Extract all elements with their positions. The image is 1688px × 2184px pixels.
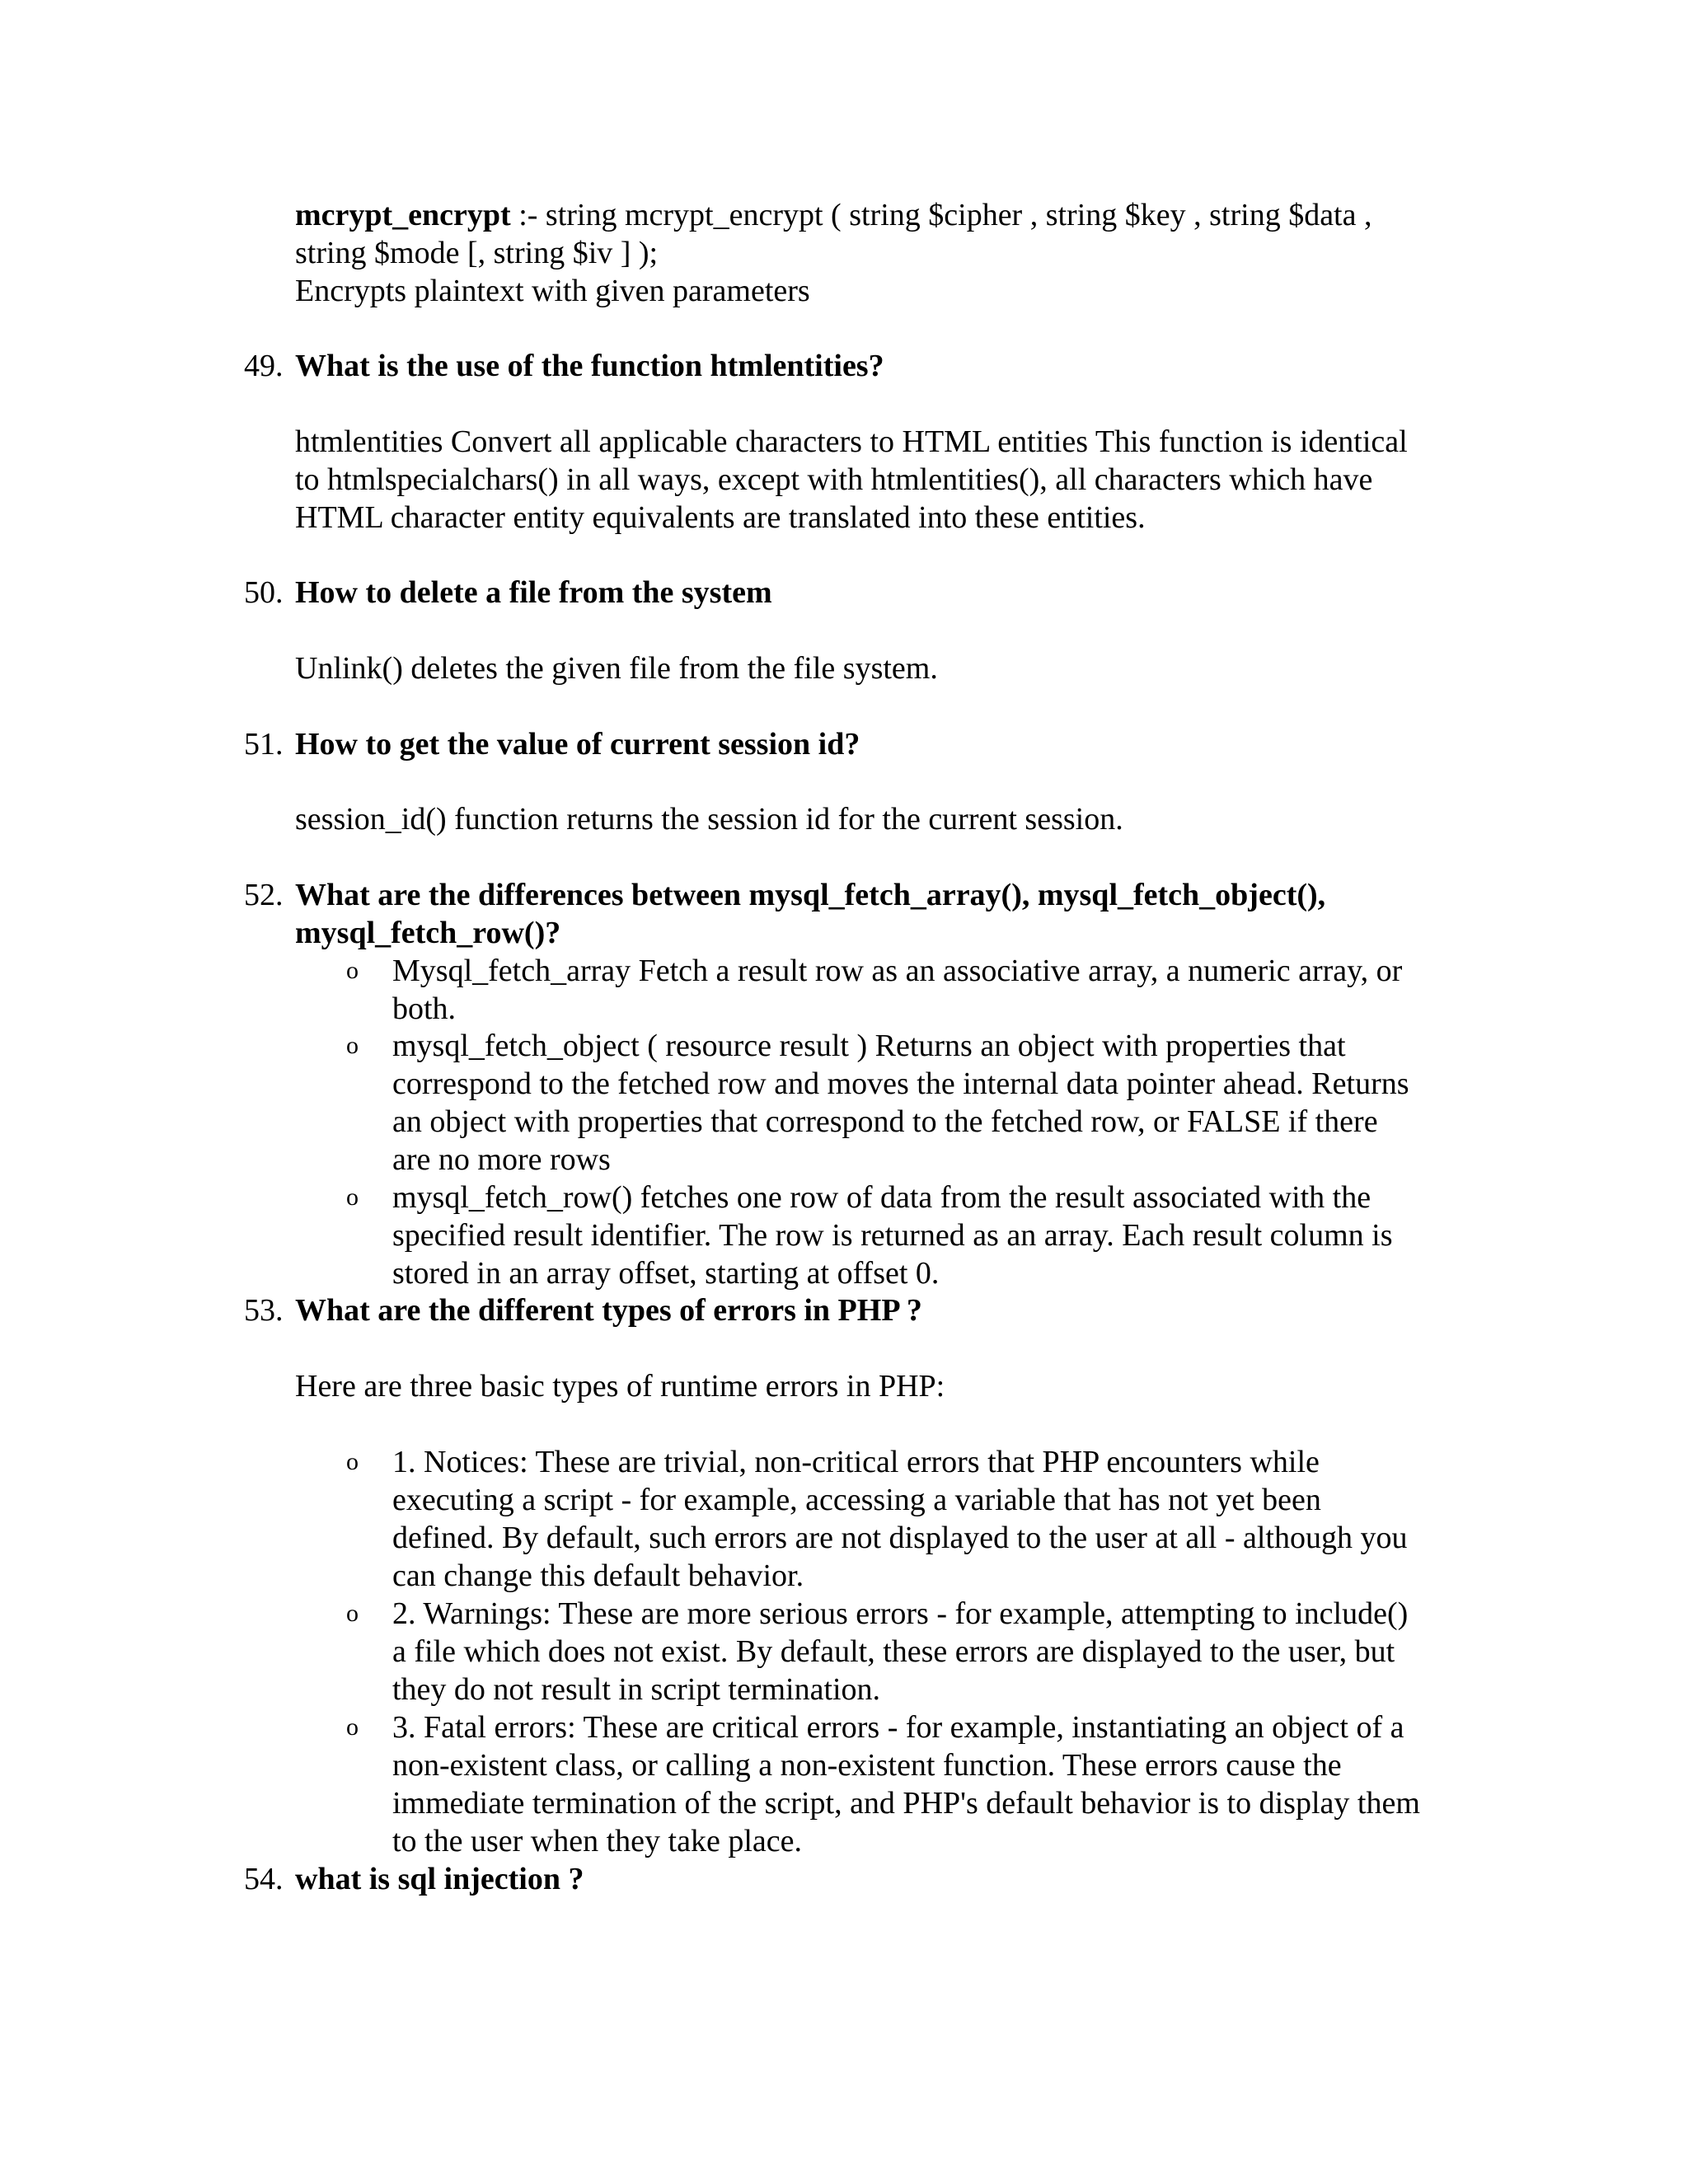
answer-line: Here are three basic types of runtime errors in PHP: [295,1369,945,1404]
bullet-glyph: o [346,957,359,984]
list-item-line: 1. Notices: These are trivial, non-critical errors that PHP encounters while [392,1445,1320,1479]
list-item-line: can change this default behavior. [392,1558,804,1593]
signature-text: :- string mcrypt_encrypt ( string $cipher , string $key , string $data , [510,198,1372,232]
list-item-line: to the user when they take place. [392,1824,802,1858]
function-name: mcrypt_encrypt [295,198,511,232]
bullet-glyph: o [346,1032,359,1059]
list-item-line: are no more rows [392,1142,611,1177]
answer-line: to htmlspecialchars() in all ways, except with htmlentities(), all characters which have [295,462,1373,497]
question-heading: what is sql injection ? [295,1862,584,1896]
mcrypt-signature-line-2: string $mode [, string $iv ] ); [295,236,659,270]
question-heading: How to get the value of current session id? [295,727,860,762]
question-number: 52. [244,878,284,912]
mcrypt-description: Encrypts plaintext with given parameters [295,274,810,308]
bullet-glyph: o [346,1183,359,1211]
question-number: 49. [244,349,284,383]
list-item-line: immediate termination of the script, and PHP's default behavior is to display them [392,1786,1420,1821]
bullet-glyph: o [346,1448,359,1475]
list-item-line: Mysql_fetch_array Fetch a result row as an associative array, a numeric array, or [392,954,1403,988]
list-item-line: 2. Warnings: These are more serious errors - for example, attempting to include() [392,1596,1409,1631]
question-heading: What are the different types of errors in PHP ? [295,1293,922,1328]
bullet-glyph: o [346,1713,359,1741]
list-item-line: specified result identifier. The row is returned as an array. Each result column is [392,1218,1393,1253]
list-item-line: executing a script - for example, accessing a variable that has not yet been [392,1483,1321,1517]
list-item-line: non-existent class, or calling a non-existent function. These errors cause the [392,1748,1342,1783]
answer-line: Unlink() deletes the given file from the file system. [295,651,938,686]
question-number: 50. [244,575,284,610]
question-heading: What is the use of the function htmlentities? [295,349,884,383]
list-item-line: mysql_fetch_object ( resource result ) Returns an object with properties that [392,1029,1346,1063]
answer-line: htmlentities Convert all applicable characters to HTML entities This function is identical [295,424,1408,459]
question-heading: mysql_fetch_row()? [295,916,561,950]
list-item-line: mysql_fetch_row() fetches one row of data from the result associated with the [392,1180,1372,1215]
question-number: 54. [244,1862,284,1896]
list-item-line: stored in an array offset, starting at offset 0. [392,1256,940,1291]
list-item-line: an object with properties that correspond to the fetched row, or FALSE if there [392,1104,1378,1139]
list-item-line: defined. By default, such errors are not displayed to the user at all - although you [392,1521,1408,1555]
answer-line: session_id() function returns the session id for the current session. [295,802,1123,837]
question-heading: How to delete a file from the system [295,575,772,610]
list-item-line: 3. Fatal errors: These are critical errors - for example, instantiating an object of a [392,1710,1404,1745]
question-heading: What are the differences between mysql_fetch_array(), mysql_fetch_object(), [295,878,1326,912]
list-item-line: correspond to the fetched row and moves the internal data pointer ahead. Returns [392,1066,1409,1101]
mcrypt-signature-line-1 [295,196,1372,234]
list-item-line: both. [392,991,457,1026]
answer-line: HTML character entity equivalents are translated into these entities. [295,500,1146,535]
question-number: 51. [244,727,284,762]
question-number: 53. [244,1293,284,1328]
list-item-line: they do not result in script termination. [392,1672,881,1707]
bullet-glyph: o [346,1600,359,1627]
list-item-line: a file which does not exist. By default, these errors are displayed to the user, but [392,1634,1395,1669]
